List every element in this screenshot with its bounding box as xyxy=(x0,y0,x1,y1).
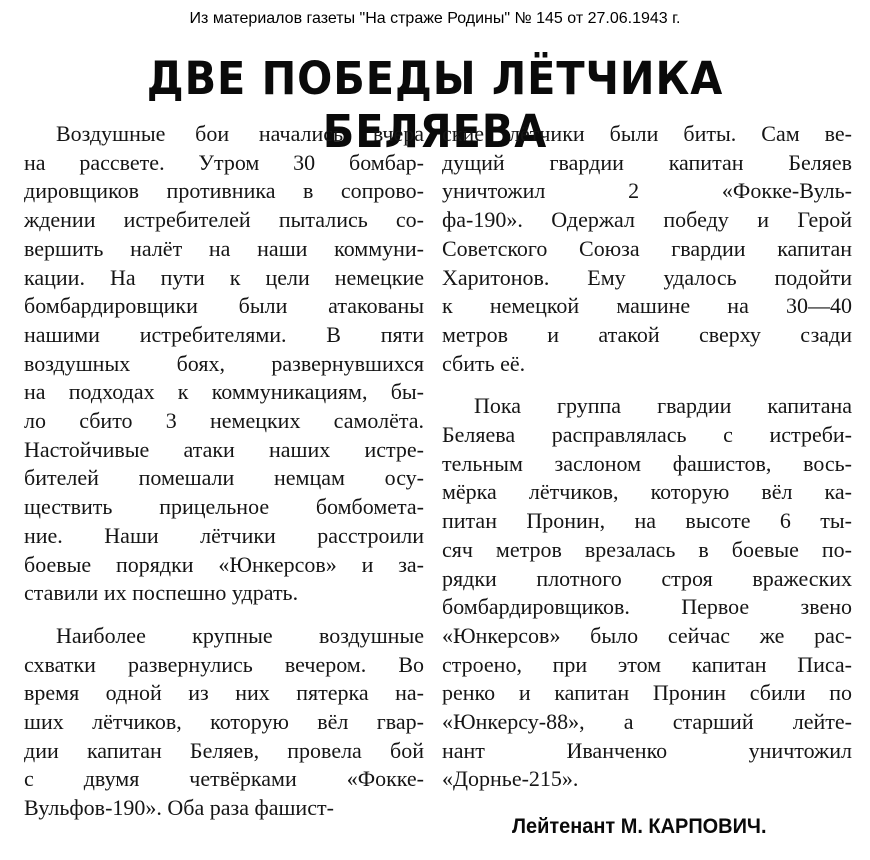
article-line: «Юнкерсу-88», а старший лейте- xyxy=(442,709,852,735)
article-line: ние. Наши лётчики расстроили xyxy=(24,522,424,548)
source-note: Из материалов газеты "На страже Родины" № 145 от 27.06.1943 г. xyxy=(189,10,681,27)
article-line: мёрка лётчиков, которую вёл ка- xyxy=(442,479,852,505)
article-line: нант Иванченко уничтожил xyxy=(442,737,852,763)
article-line: Харитонов. Ему удалось подойти xyxy=(442,264,852,290)
article-line: ренко и капитан Пронин сбили по xyxy=(442,680,852,706)
author-signature: Лейтенант М. КАРПОВИЧ. xyxy=(512,815,767,838)
article-line: с двумя четвёрками «Фокке- xyxy=(24,766,424,792)
article-line: дии капитан Беляев, провела бой xyxy=(24,737,424,763)
article-line: Настойчивые атаки наших истре- xyxy=(24,436,424,462)
article-line: кации. На пути к цели немецкие xyxy=(24,264,424,290)
article-line: питан Пронин, на высоте 6 ты- xyxy=(442,508,852,534)
article-line: ших лётчиков, которую вёл гвар- xyxy=(24,709,424,735)
article-line: тельным заслоном фашистов, вось- xyxy=(442,450,852,476)
article-line: ществить прицельное бомбомета- xyxy=(24,494,424,520)
article-headline: ДВЕ ПОБЕДЫ ЛЁТЧИКА БЕЛЯЕВА xyxy=(146,52,724,158)
article-line: рядки плотного строя вражеских xyxy=(442,565,852,591)
article-line: дущий гвардии капитан Беляев xyxy=(442,149,852,175)
article-line: бомбардировщики были атакованы xyxy=(24,293,424,319)
article-line: боевые порядки «Юнкерсов» и за- xyxy=(24,551,424,577)
article-line: Наиболее крупные воздушные xyxy=(56,622,424,648)
article-line: время одной из них пятерка на- xyxy=(24,680,424,706)
article-line: ждении истребителей пытались со- xyxy=(24,207,424,233)
article-line: на рассвете. Утром 30 бомбар- xyxy=(24,149,424,175)
article-line: ские лётчики были биты. Сам ве- xyxy=(442,121,852,146)
left-column xyxy=(24,120,424,823)
article-line: метров и атакой сверху сзади xyxy=(442,321,852,347)
article-line: строено, при этом капитан Писа- xyxy=(442,651,852,677)
article-line: Советского Союза гвардии капитан xyxy=(442,235,852,261)
article-line: ставили их поспешно удрать. xyxy=(24,580,299,606)
paragraph-gap xyxy=(442,378,852,392)
article-line: к немецкой машине на 30—40 xyxy=(442,293,852,319)
article-line: Воздушные бои начались вчера xyxy=(56,121,424,146)
article-line: сяч метров врезалась в боевые по- xyxy=(442,536,852,562)
article-line: Пока группа гвардии капитана xyxy=(474,393,852,419)
article-line: дировщиков противника в сопрово- xyxy=(24,178,424,204)
article-line: фа-190». Одержал победу и Герой xyxy=(442,207,852,233)
article-line: ло сбито 3 немецких самолёта. xyxy=(24,408,424,434)
article-line: Беляева расправлялась с истреби- xyxy=(442,422,852,448)
paragraph-gap xyxy=(24,608,424,622)
article-line: бомбардировщиков. Первое звено xyxy=(442,594,852,620)
article-line: нашими истребителями. В пяти xyxy=(24,321,424,347)
article-line: уничтожил 2 «Фокке-Вуль- xyxy=(442,178,852,204)
article-line: на подходах к коммуникациям, бы- xyxy=(24,379,424,405)
article-line: сбить её. xyxy=(442,350,526,376)
right-column xyxy=(442,120,852,794)
article-line: схватки развернулись вечером. Во xyxy=(24,651,424,677)
article-line: воздушных боях, развернувшихся xyxy=(24,350,424,376)
article-line: Вульфов-190». Оба раза фашист- xyxy=(24,795,334,821)
article-line: бителей помешали немцам осу- xyxy=(24,465,424,491)
article-line: вершить налёт на наши коммуни- xyxy=(24,235,424,261)
article-line: «Юнкерсов» было сейчас же рас- xyxy=(442,622,852,648)
article-line: «Дорнье-215». xyxy=(442,766,579,792)
